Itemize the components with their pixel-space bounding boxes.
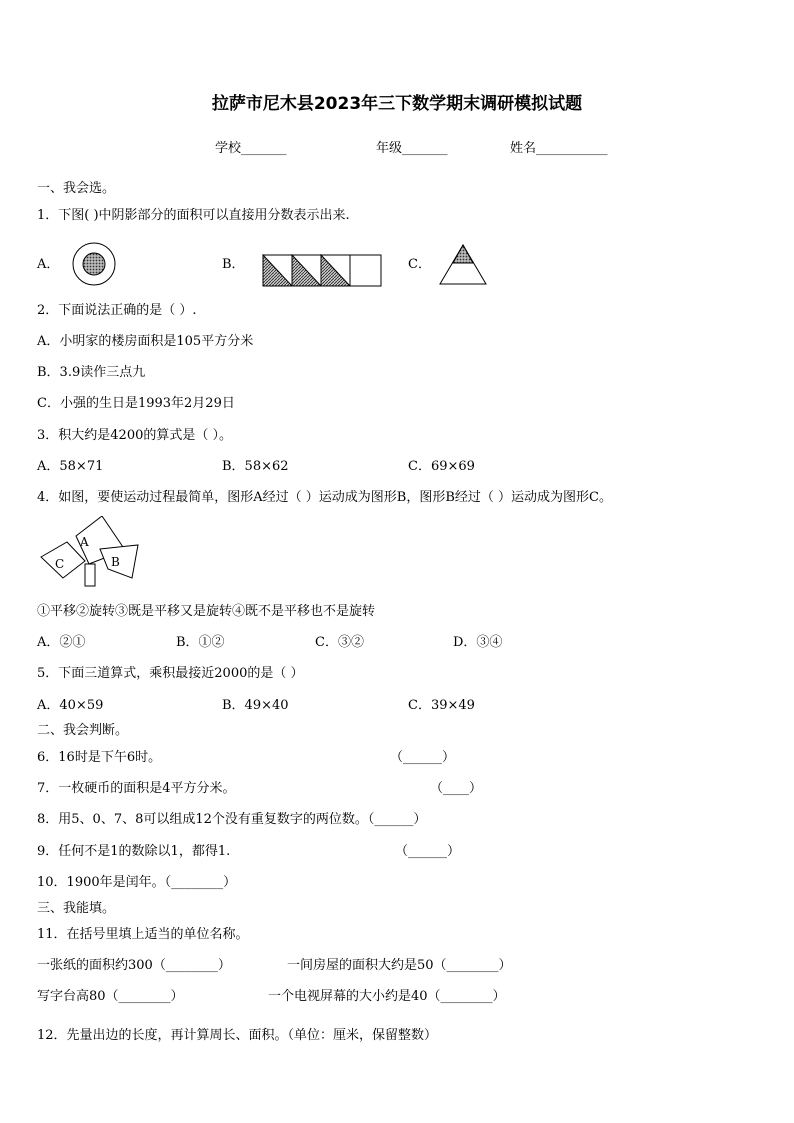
q4-label-c: C <box>55 557 65 571</box>
q5-option-a[interactable]: A．40×59 <box>37 698 104 713</box>
q4-figure-shapes <box>38 516 142 588</box>
q11-item-paper: 一张纸的面积约300（________） <box>37 958 231 973</box>
q2-text: 2．下面说法正确的是（ ）. <box>37 303 197 318</box>
q9-text: 9．任何不是1的数除以1，都得1. <box>37 844 231 859</box>
q1-option-b-label: B． <box>222 257 245 272</box>
q10-text: 10．1900年是闰年。（________） <box>37 875 237 890</box>
q11-item-tv: 一个电视屏幕的大小约是40（________） <box>268 989 506 1004</box>
q3-option-c[interactable]: C．69×69 <box>408 459 475 474</box>
q4-option-c[interactable]: C．③② <box>315 635 364 650</box>
q4-choices: ①平移②旋转③既是平移又是旋转④既不是平移也不是旋转 <box>37 604 376 619</box>
q5-option-b[interactable]: B．49×40 <box>222 698 289 713</box>
page-title: 拉萨市尼木县2023年三下数学期末调研模拟试题 <box>211 94 583 114</box>
q5-option-c[interactable]: C．39×49 <box>408 698 475 713</box>
section1-heading: 一、我会选。 <box>37 181 116 196</box>
q8-text: 8．用5、0、7、8可以组成12个没有重复数字的两位数。（______） <box>37 812 427 827</box>
q11-item-desk: 写字台高80（________） <box>37 989 184 1004</box>
section3-heading: 三、我能填。 <box>37 901 116 916</box>
q1-figure-a-circle <box>71 241 117 287</box>
q1-option-a-label: A． <box>37 257 60 272</box>
section2-heading: 二、我会判断。 <box>37 723 129 738</box>
q1-text: 1．下图( )中阴影部分的面积可以直接用分数表示出来. <box>37 208 350 223</box>
q11-text: 11．在括号里填上适当的单位名称。 <box>37 927 249 942</box>
q5-text: 5．下面三道算式，乘积最接近2000的是（ ） <box>37 666 304 681</box>
q9-answer-blank[interactable]: （______） <box>395 844 461 859</box>
q6-text: 6．16时是下午6时。 <box>37 750 162 765</box>
q4-label-b: B <box>111 555 120 569</box>
q1-option-c-label: C． <box>408 257 431 272</box>
q11-item-room: 一间房屋的面积大约是50（________） <box>287 958 512 973</box>
school-field[interactable]: 学校_______ <box>215 141 287 156</box>
grade-field[interactable]: 年级_______ <box>376 141 448 156</box>
q4-option-b[interactable]: B．①② <box>176 635 225 650</box>
q7-text: 7．一枚硬币的面积是4平方分米。 <box>37 781 236 796</box>
q1-figure-b-rectangles <box>262 254 384 288</box>
q2-option-b[interactable]: B．3.9读作三点九 <box>37 365 146 380</box>
q3-option-b[interactable]: B．58×62 <box>222 459 289 474</box>
q7-answer-blank[interactable]: （____） <box>430 781 483 796</box>
q12-text: 12．先量出边的长度，再计算周长、面积。（单位：厘米，保留整数） <box>37 1028 438 1043</box>
q4-option-a[interactable]: A．②① <box>37 635 86 650</box>
q3-option-a[interactable]: A．58×71 <box>37 459 104 474</box>
q1-figure-c-triangle <box>438 243 488 286</box>
q3-text: 3．积大约是4200的算式是（ ）。 <box>37 428 232 443</box>
q4-text: 4．如图，要使运动过程最简单，图形A经过（ ）运动成为图形B，图形B经过（ ）运动成为图形C。 <box>37 490 612 505</box>
q4-option-d[interactable]: D．③④ <box>453 635 503 650</box>
q2-option-a[interactable]: A．小明家的楼房面积是105平方分米 <box>37 334 254 349</box>
q4-label-a: A <box>80 535 89 549</box>
name-field[interactable]: 姓名___________ <box>510 141 608 156</box>
q6-answer-blank[interactable]: （______） <box>390 750 456 765</box>
q2-option-c[interactable]: C．小强的生日是1993年2月29日 <box>37 396 235 411</box>
